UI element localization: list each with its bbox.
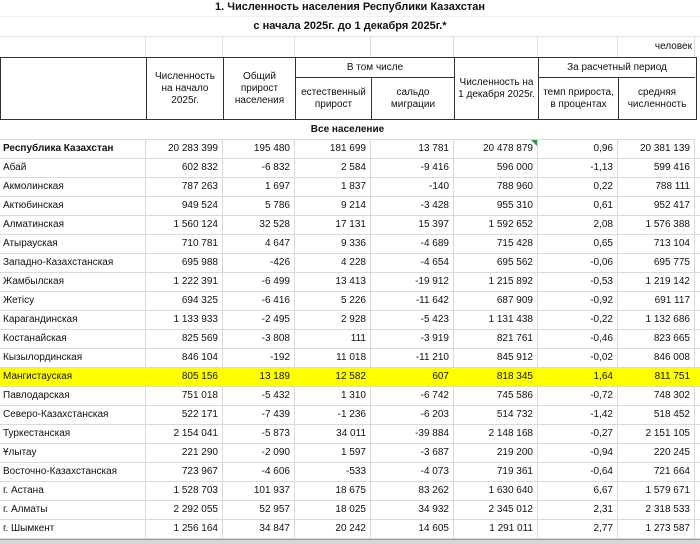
header-migration-balance: сальдо миграции	[372, 78, 455, 119]
value-cell: -2 090	[223, 444, 295, 462]
value-cell: 111	[295, 330, 371, 348]
header-population-start: Численность на начало 2025г.	[147, 58, 224, 119]
value-cell: 181 699	[295, 140, 371, 158]
value-cell: 9 336	[295, 235, 371, 253]
value-cell: 1 597	[295, 444, 371, 462]
region-name: Алматинская	[0, 216, 146, 234]
table-row	[0, 292, 700, 311]
header-natural-growth: естественный прирост	[296, 78, 372, 119]
value-cell: 713 104	[618, 235, 695, 253]
value-cell: 745 586	[454, 387, 538, 405]
region-name: Республика Казахстан	[0, 140, 146, 158]
row-filler	[695, 216, 700, 234]
table-body	[0, 140, 700, 539]
table-row	[0, 463, 700, 482]
region-name: г. Алматы	[0, 501, 146, 519]
value-cell: 846 104	[146, 349, 223, 367]
value-cell: 811 751	[654, 371, 690, 382]
value-cell: -1,13	[538, 159, 618, 177]
value-cell: 9 214	[295, 197, 371, 215]
value-cell: -5 873	[223, 425, 295, 443]
table-row	[0, 235, 700, 254]
value-cell: -140	[371, 178, 454, 196]
region-name: Жетісу	[0, 292, 146, 310]
value-cell: 221 290	[146, 444, 223, 462]
value-cell: -0,94	[538, 444, 618, 462]
row-filler	[695, 425, 700, 443]
value-cell: -3 919	[371, 330, 454, 348]
header-group-including: В том числе	[296, 58, 455, 78]
units-cell	[371, 37, 454, 57]
row-filler	[695, 140, 700, 158]
value-cell: -4 654	[371, 254, 454, 272]
value-cell: 1 133 933	[146, 311, 223, 329]
units-cell	[295, 37, 371, 57]
value-cell: 952 417	[618, 197, 695, 215]
value-cell: 719 361	[454, 463, 538, 481]
row-filler	[695, 292, 700, 310]
region-name: Карагандинская	[0, 311, 146, 329]
value-cell: 1 215 892	[454, 273, 538, 291]
value-cell: 695 562	[454, 254, 538, 272]
region-name: Акмолинская	[0, 178, 146, 196]
header-total-growth: Общий прирост населения	[224, 58, 296, 119]
value-cell: 751 018	[146, 387, 223, 405]
value-cell: 607	[432, 371, 449, 382]
value-cell: -426	[223, 254, 295, 272]
value-cell: 955 310	[454, 197, 538, 215]
value-cell: 34 847	[223, 520, 295, 538]
value-cell: 13 189	[259, 371, 290, 382]
region-name: г. Шымкент	[0, 520, 146, 538]
value-cell: -0,46	[538, 330, 618, 348]
value-cell: 845 912	[454, 349, 538, 367]
value-cell: 2 292 055	[146, 501, 223, 519]
row-filler	[695, 463, 700, 481]
table-row	[0, 330, 700, 349]
header-population-end: Численность на 1 декабря 2025г.	[455, 58, 539, 119]
value-cell: 1 697	[223, 178, 295, 196]
value-cell: 5 226	[295, 292, 371, 310]
value-cell: 1 219 142	[618, 273, 695, 291]
row-filler	[695, 235, 700, 253]
value-cell: 219 200	[454, 444, 538, 462]
units-cell	[454, 37, 538, 57]
table-row	[0, 159, 700, 178]
value-cell: -0,72	[538, 387, 618, 405]
value-cell: 715 428	[454, 235, 538, 253]
row-filler	[695, 444, 700, 462]
region-name: Абай	[0, 159, 146, 177]
region-name: Актюбинская	[0, 197, 146, 215]
value-cell: 13 413	[295, 273, 371, 291]
value-cell: 4 647	[223, 235, 295, 253]
row-filler	[695, 330, 700, 348]
value-cell: 695 775	[618, 254, 695, 272]
value-cell: 1 576 388	[618, 216, 695, 234]
value-cell: -0,22	[538, 311, 618, 329]
value-cell: 602 832	[146, 159, 223, 177]
value-cell: 710 781	[146, 235, 223, 253]
units-cell	[0, 37, 146, 57]
row-filler	[695, 273, 700, 291]
value-cell: 1 528 703	[146, 482, 223, 500]
value-cell: 220 245	[618, 444, 695, 462]
value-cell: 949 524	[146, 197, 223, 215]
value-cell: -192	[223, 349, 295, 367]
value-cell: -1 236	[295, 406, 371, 424]
value-cell: -11 210	[371, 349, 454, 367]
value-cell: 34 011	[295, 425, 371, 443]
row-filler	[695, 482, 700, 500]
value-cell: -5 432	[223, 387, 295, 405]
value-cell: 518 452	[618, 406, 695, 424]
value-cell: -0,27	[538, 425, 618, 443]
value-cell: -6 416	[223, 292, 295, 310]
table-row	[0, 501, 700, 520]
value-cell: 1 310	[295, 387, 371, 405]
value-cell: 14 605	[371, 520, 454, 538]
table-row	[0, 482, 700, 501]
table-row	[0, 197, 700, 216]
value-cell: 2 584	[295, 159, 371, 177]
bottom-edge	[0, 539, 700, 544]
value-cell: -3 808	[223, 330, 295, 348]
value-cell: 596 000	[454, 159, 538, 177]
value-cell: 195 480	[223, 140, 295, 158]
value-cell: -19 912	[371, 273, 454, 291]
value-cell: 522 171	[146, 406, 223, 424]
value-cell: 1 222 391	[146, 273, 223, 291]
value-cell: 695 988	[146, 254, 223, 272]
value-cell: 1 560 124	[146, 216, 223, 234]
value-cell: 1 132 686	[618, 311, 695, 329]
table-row	[0, 406, 700, 425]
value-cell: -4 689	[371, 235, 454, 253]
table-row	[0, 311, 700, 330]
table-row	[0, 140, 700, 159]
value-cell: 20 283 399	[146, 140, 223, 158]
value-cell: 823 665	[618, 330, 695, 348]
value-cell: 18 025	[295, 501, 371, 519]
value-cell: 2 318 533	[618, 501, 695, 519]
value-cell: 1,64	[593, 371, 613, 382]
units-cell	[538, 37, 618, 57]
value-cell: 15 397	[371, 216, 454, 234]
table-row	[0, 425, 700, 444]
value-cell: 2 148 168	[454, 425, 538, 443]
value-cell: 0,61	[538, 197, 618, 215]
value-cell: 1 579 671	[618, 482, 695, 500]
row-filler	[695, 406, 700, 424]
row-filler	[695, 349, 700, 367]
value-cell: 2 154 041	[146, 425, 223, 443]
value-cell: -533	[295, 463, 371, 481]
row-filler	[695, 178, 700, 196]
region-name: г. Астана	[0, 482, 146, 500]
value-cell: 6,67	[538, 482, 618, 500]
row-filler	[695, 387, 700, 405]
value-cell: 20 242	[295, 520, 371, 538]
region-name: Мангистауская	[3, 371, 73, 382]
region-name: Туркестанская	[0, 425, 146, 443]
value-cell: 20 478 879	[454, 140, 538, 158]
value-cell: 821 761	[454, 330, 538, 348]
value-cell: 1 837	[295, 178, 371, 196]
value-cell: 748 302	[618, 387, 695, 405]
value-cell: 1 592 652	[454, 216, 538, 234]
table-header	[0, 57, 697, 120]
value-cell: 2 928	[295, 311, 371, 329]
value-cell: 723 967	[146, 463, 223, 481]
units-row	[0, 37, 700, 57]
value-cell: -4 606	[223, 463, 295, 481]
value-cell: 101 937	[223, 482, 295, 500]
units-cell	[146, 37, 223, 57]
table-row	[0, 254, 700, 273]
value-cell: 2 345 012	[454, 501, 538, 519]
value-cell: -5 423	[371, 311, 454, 329]
value-cell: 787 263	[146, 178, 223, 196]
value-cell: -3 687	[371, 444, 454, 462]
value-cell: -6 742	[371, 387, 454, 405]
region-name: Восточно-Казахстанская	[0, 463, 146, 481]
value-cell: 2,77	[538, 520, 618, 538]
header-group-period: За расчетный период	[539, 58, 695, 78]
row-filler	[695, 501, 700, 519]
value-cell: 5 786	[223, 197, 295, 215]
table-row	[0, 444, 700, 463]
value-cell: 13 781	[371, 140, 454, 158]
table-row	[0, 216, 700, 235]
value-cell: 52 957	[223, 501, 295, 519]
value-cell: 17 131	[295, 216, 371, 234]
value-cell: -6 499	[223, 273, 295, 291]
value-cell: 1 131 438	[454, 311, 538, 329]
value-cell: 805 156	[181, 371, 218, 382]
value-cell: -0,02	[538, 349, 618, 367]
header-growth-rate: темп прироста, в процентах	[539, 78, 619, 119]
value-cell: 2,31	[538, 501, 618, 519]
value-cell: 691 117	[618, 292, 695, 310]
value-cell: -3 428	[371, 197, 454, 215]
value-cell: 788 960	[454, 178, 538, 196]
value-cell: -11 642	[371, 292, 454, 310]
value-cell: 721 664	[618, 463, 695, 481]
region-name: Жамбылская	[0, 273, 146, 291]
value-cell: 687 909	[454, 292, 538, 310]
value-cell: -0,92	[538, 292, 618, 310]
value-cell: 32 528	[223, 216, 295, 234]
units-cell	[223, 37, 295, 57]
section-label: Все население	[0, 120, 695, 140]
value-cell: -0,06	[538, 254, 618, 272]
value-cell: -7 439	[223, 406, 295, 424]
row-filler	[695, 311, 700, 329]
units-label: человек	[618, 37, 695, 57]
value-cell: 2,08	[538, 216, 618, 234]
table-row	[0, 349, 700, 368]
table-row	[0, 368, 700, 387]
value-cell: 34 932	[371, 501, 454, 519]
value-cell: 0,96	[538, 140, 618, 158]
value-cell: -1,42	[538, 406, 618, 424]
page-title: 1. Численность населения Республики Казахстан	[0, 0, 700, 17]
value-cell: -2 495	[223, 311, 295, 329]
row-filler	[695, 159, 700, 177]
units-spacer	[695, 37, 700, 57]
table-row	[0, 178, 700, 197]
region-name: Западно-Казахстанская	[0, 254, 146, 272]
value-cell: 818 345	[496, 371, 533, 382]
value-cell: 4 228	[295, 254, 371, 272]
region-name: Кызылординская	[0, 349, 146, 367]
value-cell: 1 273 587	[618, 520, 695, 538]
page-subtitle: с начала 2025г. до 1 декабря 2025г.*	[0, 17, 700, 37]
value-cell: 694 325	[146, 292, 223, 310]
comment-marker-icon[interactable]	[531, 140, 537, 146]
table-row	[0, 273, 700, 292]
value-cell: 788 111	[618, 178, 695, 196]
value-cell: -9 416	[371, 159, 454, 177]
row-filler	[695, 368, 700, 386]
value-cell: -6 832	[223, 159, 295, 177]
region-name: Атырауская	[0, 235, 146, 253]
value-cell: -4 073	[371, 463, 454, 481]
value-cell: -6 203	[371, 406, 454, 424]
row-filler	[695, 197, 700, 215]
value-cell: 20 381 139	[618, 140, 695, 158]
region-name: Ұлытау	[0, 444, 146, 462]
header-average-population: средняя численность	[627, 86, 687, 110]
value-cell: -0,64	[538, 463, 618, 481]
row-filler	[695, 520, 700, 538]
value-cell: 1 256 164	[146, 520, 223, 538]
value-cell: -0,53	[538, 273, 618, 291]
value-cell: 1 291 011	[454, 520, 538, 538]
value-cell: 514 732	[454, 406, 538, 424]
region-name: Павлодарская	[0, 387, 146, 405]
table-row	[0, 520, 700, 539]
table-row	[0, 387, 700, 406]
value-cell: 1 630 640	[454, 482, 538, 500]
value-cell: 2 151 105	[618, 425, 695, 443]
region-name: Северо-Казахстанская	[0, 406, 146, 424]
value-cell: 599 416	[618, 159, 695, 177]
value-cell: 846 008	[618, 349, 695, 367]
row-filler	[695, 254, 700, 272]
region-name: Костанайская	[0, 330, 146, 348]
value-cell: 11 018	[295, 349, 371, 367]
value-cell: 18 675	[295, 482, 371, 500]
value-cell: 12 582	[335, 371, 366, 382]
value-cell: 0,22	[538, 178, 618, 196]
value-cell: 0,65	[538, 235, 618, 253]
header-region-column	[1, 58, 147, 119]
value-cell: 83 262	[371, 482, 454, 500]
value-cell: -39 884	[371, 425, 454, 443]
value-cell: 825 569	[146, 330, 223, 348]
